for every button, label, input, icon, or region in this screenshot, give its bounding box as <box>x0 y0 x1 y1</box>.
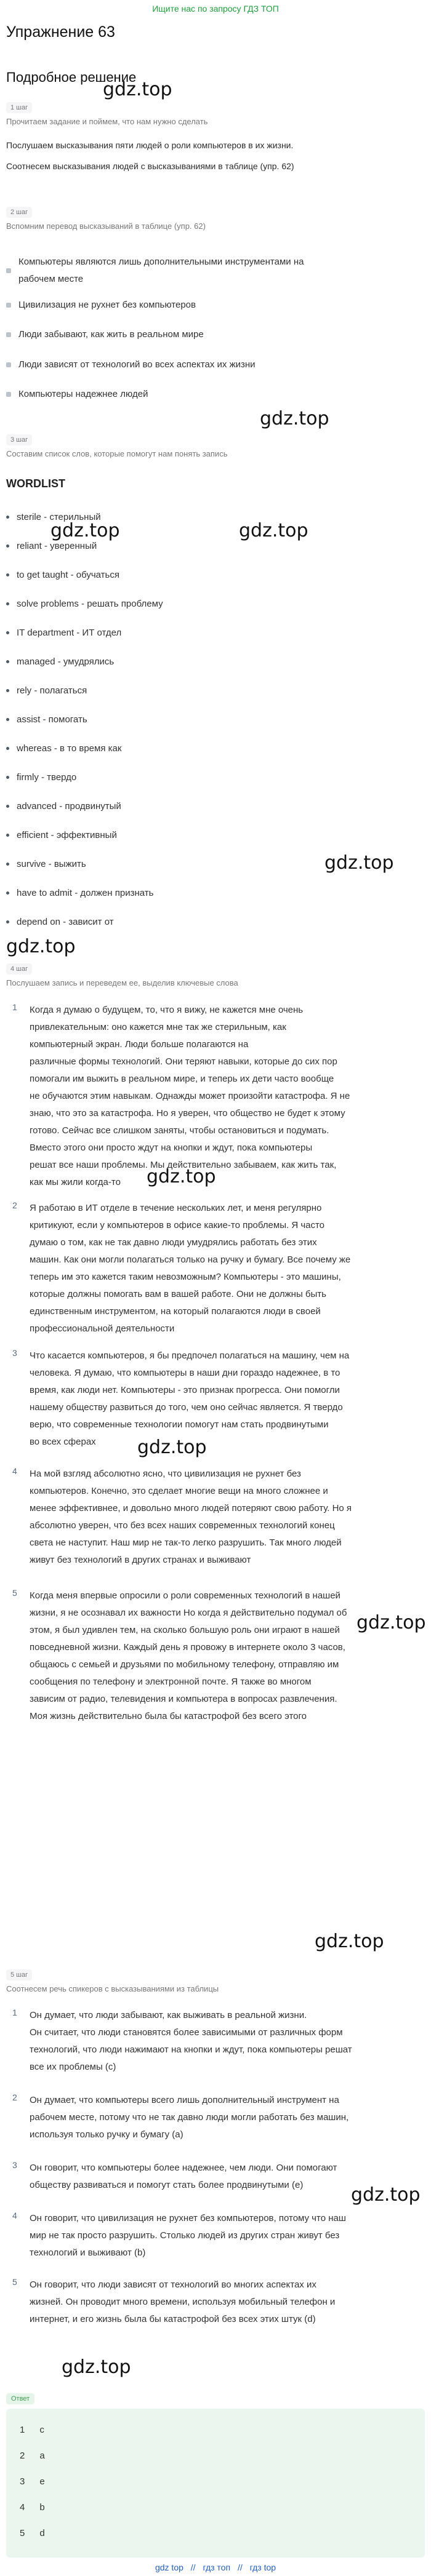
bullet-icon <box>6 689 9 692</box>
text-line: Он говорит, что компьютеры более надежнее, чем люди. Они помогают <box>30 2163 337 2173</box>
item-number: 5 <box>12 1588 17 1598</box>
bullet-icon <box>6 805 9 808</box>
text-line: менее эффективнее, и довольно много людей потеряют свою работу. Но я <box>30 1503 352 1513</box>
text-line: решат все наши проблемы. Мы действительно забываем, как жить так, <box>30 1160 337 1170</box>
step-3-header <box>6 434 227 458</box>
word-item <box>6 859 86 869</box>
text-line: Он думает, что компьютеры всего лишь дополнительный инструмент на <box>30 2095 339 2105</box>
watermark: gdz.top <box>6 936 76 957</box>
text-line: Он считает, что люди становятся более зависимыми от различных форм <box>30 2027 343 2038</box>
answer-number: 1 <box>20 2425 25 2435</box>
watermark: gdz.top <box>147 1166 216 1187</box>
answer-number: 5 <box>20 2528 25 2538</box>
text-line: как мы жили когда-то <box>30 1177 121 1187</box>
wordlist-title: WORDLIST <box>6 477 65 490</box>
step-badge: 4 шаг <box>6 963 32 975</box>
word-item <box>6 570 119 580</box>
answer-item <box>20 2502 45 2513</box>
square-bullet-icon <box>6 392 11 397</box>
list-item-text: Компьютеры надежнее людей <box>18 389 148 399</box>
footer-link[interactable]: гдз top <box>249 2562 276 2572</box>
match-item <box>12 2210 419 2262</box>
bullet-icon <box>6 544 9 548</box>
watermark: gdz.top <box>324 852 394 874</box>
answer-item <box>20 2450 45 2461</box>
answer-item <box>20 2528 45 2538</box>
answer-number: 4 <box>20 2502 25 2513</box>
text-line: Вместо этого они просто ждут на кнопки и ждут, пока компьютеры <box>30 1142 313 1153</box>
word-text: firmly - твердо <box>17 772 77 783</box>
match-text <box>30 2276 335 2328</box>
footer-links <box>0 2562 431 2572</box>
word-item <box>6 541 97 551</box>
item-number: 4 <box>12 2211 17 2220</box>
word-item <box>6 512 101 522</box>
word-text: reliant - уверенный <box>17 541 97 551</box>
item-number: 4 <box>12 1466 17 1476</box>
item-number: 1 <box>12 1002 17 1012</box>
step-4-header <box>6 963 238 987</box>
item-number: 2 <box>12 1200 17 1210</box>
word-item <box>6 772 76 783</box>
list-item-text: Люди забывают, как жить в реальном мире <box>18 329 204 340</box>
step-description: Составим список слов, которые помогут нам понять запись <box>6 449 228 458</box>
text-line: На мой взгляд абсолютно ясно, что цивилизация не рухнет без <box>30 1469 301 1479</box>
text-line: Что касается компьютеров, я бы предпочел полагаться на машину, чем на <box>30 1350 350 1361</box>
transcript-item <box>12 1002 419 1191</box>
square-bullet-icon <box>6 362 11 367</box>
text-line: компьютеров. Конечно, это сделает многие вещи на много сложнее и <box>30 1486 328 1496</box>
watermark: gdz.top <box>62 2356 131 2378</box>
step-description: Прочитаем задание и поймем, что нам нужно сделать <box>6 117 208 126</box>
word-text: rely - полагаться <box>17 685 87 696</box>
text-line: помогали им выжить в реальном мире, и теперь их дети часто вообще <box>30 1074 334 1084</box>
match-item <box>12 2159 419 2194</box>
text-line: сообщения по телефону и электронной почте. Я также во многом <box>30 1677 312 1687</box>
text-line: живут без технологий в других странах и выживают <box>30 1555 251 1565</box>
word-text: assist - помогать <box>17 714 87 725</box>
answer-item <box>20 2476 45 2487</box>
footer-separator: // <box>190 2562 196 2572</box>
step-description: Послушаем запись и переведем ее, выделив ключевые слова <box>6 978 238 987</box>
section-subtitle: Подробное решение <box>6 70 137 85</box>
step-description: Соотнесем речь спикеров с высказываниями из таблицы <box>6 1984 219 1993</box>
text-line: обществу развиваться и помогут стать более продвинутыми (е) <box>30 2180 304 2190</box>
text-line: во всех сферах <box>30 1437 96 1447</box>
watermark: gdz.top <box>356 1612 426 1633</box>
item-number: 3 <box>12 1348 17 1358</box>
text-line: общаюсь с семьей и друзьями по мобильному телефону, отправляю им <box>30 1659 339 1670</box>
word-item <box>6 599 163 609</box>
footer-link[interactable]: gdz top <box>155 2562 183 2572</box>
text-line: зависим от радио, телевидения и компьютера в вопросах развлечения. <box>30 1694 337 1704</box>
word-text: have to admit - должен признать <box>17 888 154 898</box>
match-item <box>12 2276 419 2328</box>
transcript-item <box>12 1465 419 1569</box>
word-text: advanced - продвинутый <box>17 801 121 811</box>
text-line: абсолютно уверен, что без всех наших современных технологий конец <box>30 1520 335 1531</box>
transcript-item <box>12 1347 419 1451</box>
item-number: 2 <box>12 2092 17 2102</box>
word-item <box>6 685 87 696</box>
word-text: whereas - в то время как <box>17 743 122 754</box>
watermark: gdz.top <box>260 408 329 429</box>
text-line: человека. Я думаю, что компьютеры в наши дни гораздо надежнее, в то <box>30 1368 340 1378</box>
item-number: 3 <box>12 2160 17 2170</box>
item-number: 5 <box>12 2277 17 2287</box>
match-text <box>30 2210 346 2262</box>
text-line: жизней. Он проводит много времени, используя мобильный телефон и <box>30 2297 336 2307</box>
text-line: машин. Как они могли полагаться только на ручку и бумагу. Все почему же <box>30 1254 351 1265</box>
bullet-icon <box>6 891 9 895</box>
step-description: Вспомним перевод высказываний в таблице (упр. 62) <box>6 221 206 231</box>
text-line: жизни, я не осознавал их важности Но когда я действительно подумал об <box>30 1608 347 1618</box>
list-item-text: Компьютеры являются лишь дополнительными инструментами на рабочем месте <box>18 257 304 284</box>
text-line: привлекательным: оно кажется мне так же стерильным, как <box>30 1022 286 1032</box>
list-item <box>6 253 339 288</box>
match-text <box>30 2007 352 2076</box>
answer-number: 2 <box>20 2450 25 2461</box>
text-line: которые должны помогать вам в вашей работе. Они не должны быть <box>30 1289 326 1299</box>
bullet-icon <box>6 776 9 779</box>
text-line: мир не так просто разрушить. Столько людей из других стран живут без <box>30 2230 340 2241</box>
answer-letter: a <box>39 2450 45 2461</box>
word-item <box>6 714 87 725</box>
text-line: интернет, и его жизнь была бы катастрофой без всех этих штук (d) <box>30 2314 316 2324</box>
word-text: managed - умудрялись <box>17 656 115 667</box>
text-line: нашему обществу развиться до того, чем оно сейчас является. Я твердо <box>30 1402 343 1413</box>
match-text <box>30 2159 337 2194</box>
answer-number: 3 <box>20 2476 25 2487</box>
watermark: gdz.top <box>103 79 172 100</box>
text-line: профессиональной деятельности <box>30 1323 175 1334</box>
list-item <box>6 300 196 310</box>
bullet-icon <box>6 516 9 519</box>
answer-item <box>20 2425 44 2435</box>
transcript-text <box>30 1200 350 1338</box>
transcript-item <box>12 1587 419 1725</box>
text-line: Я работаю в ИТ отделе в течение нескольких лет, и меня регулярно <box>30 1203 322 1213</box>
word-text: depend on - зависит от <box>17 917 114 927</box>
text-line: Когда меня впервые опросили о роли современных технологий в нашей <box>30 1590 340 1601</box>
bullet-icon <box>6 631 9 634</box>
step-1-paragraph: Соотнесем высказывания людей с высказываниями в таблице (упр. 62) <box>6 161 294 171</box>
text-line: готово. Сейчас все слишком заняты, чтобы остановиться и подумать. <box>30 1125 329 1136</box>
step-badge: 1 шаг <box>6 102 32 113</box>
word-text: to get taught - обучаться <box>17 570 119 580</box>
word-text: sterile - стерильный <box>17 512 101 522</box>
text-line: время, как люди нет. Компьютеры - это признак прогресса. Они помогли <box>30 1385 340 1395</box>
word-text: efficient - эффективный <box>17 830 117 840</box>
text-line: критикуют, если у компьютеров в офисе какие-то проблемы. Я часто <box>30 1220 325 1230</box>
text-line: знаю, что это за катастрофа. Но я уверен, что общество не будет к этому <box>30 1108 345 1119</box>
square-bullet-icon <box>6 303 11 308</box>
word-item <box>6 656 114 667</box>
match-item <box>12 2007 419 2076</box>
answer-badge: Ответ <box>6 2393 34 2404</box>
item-number: 1 <box>12 2008 17 2017</box>
list-item-text: Цивилизация не рухнет без компьютеров <box>18 300 196 310</box>
step-1-paragraph: Послушаем высказывания пяти людей о роли компьютеров в их жизни. <box>6 140 294 150</box>
word-text: solve problems - решать проблему <box>17 599 163 609</box>
bullet-icon <box>6 660 9 663</box>
search-hint-link[interactable]: Ищите нас по запросу ГДЗ ТОП <box>152 4 279 14</box>
match-text <box>30 2092 348 2143</box>
match-item <box>12 2092 419 2143</box>
text-line: все их проблемы (c) <box>30 2062 116 2072</box>
square-bullet-icon <box>6 268 11 273</box>
bullet-icon <box>6 834 9 837</box>
word-item <box>6 888 153 898</box>
bullet-icon <box>6 718 9 721</box>
text-line: Моя жизнь действительно была бы катастрофой без всего этого <box>30 1711 307 1721</box>
answer-letter: c <box>39 2425 44 2435</box>
word-item <box>6 743 121 754</box>
list-item <box>6 359 256 370</box>
word-text: survive - выжить <box>17 859 86 869</box>
bullet-icon <box>6 602 9 605</box>
watermark: gdz.top <box>351 2184 421 2206</box>
text-line: верю, что современные технологии помогут нам стать продвинутыми <box>30 1419 329 1430</box>
step-badge: 3 шаг <box>6 434 32 445</box>
text-line: используя только ручку и бумагу (а) <box>30 2129 183 2140</box>
answer-box <box>6 2409 425 2558</box>
footer-separator: // <box>237 2562 243 2572</box>
bullet-icon <box>6 573 9 576</box>
text-line: Когда я думаю о будущем, то, что я вижу, не кажется мне очень <box>30 1005 304 1015</box>
text-line: различные формы технологий. Они теряют навыки, которые до сих пор <box>30 1056 337 1067</box>
watermark: gdz.top <box>50 520 120 541</box>
text-line: этом, я был удивлен тем, на сколько большую роль они играют в нашей <box>30 1625 340 1635</box>
transcript-text <box>30 1002 350 1191</box>
square-bullet-icon <box>6 332 11 337</box>
transcript-item <box>12 1200 419 1338</box>
text-line: единственным инструментом, на который полагаются люди в своей <box>30 1306 321 1317</box>
list-item-text: Люди зависят от технологий во всех аспектах их жизни <box>18 359 256 370</box>
word-text: IT department - ИТ отдел <box>17 628 122 638</box>
watermark: gdz.top <box>239 520 308 541</box>
answer-letter: b <box>39 2502 45 2513</box>
text-line: теперь им это кажется таким невозможным? Компьютеры - это машины, <box>30 1272 341 1282</box>
step-5-header <box>6 1969 219 1993</box>
transcript-text <box>30 1347 349 1451</box>
watermark: gdz.top <box>137 1437 207 1458</box>
transcript-text <box>30 1587 347 1725</box>
step-badge: 5 шаг <box>6 1969 32 1980</box>
transcript-text <box>30 1465 352 1569</box>
word-item <box>6 917 114 927</box>
word-item <box>6 801 121 811</box>
text-line: повседневной жизни. Каждый день я провожу в интернете около 3 часов, <box>30 1642 345 1653</box>
text-line: света не наступит. Наш мир не так-то легко разрушить. Так много людей <box>30 1537 342 1548</box>
word-item <box>6 830 117 840</box>
watermark: gdz.top <box>315 1931 384 1952</box>
text-line: не обучаются этим навыкам. Однажды может произойти катастрофа. Я не <box>30 1091 350 1101</box>
bullet-icon <box>6 747 9 750</box>
footer-link[interactable]: гдз топ <box>203 2562 231 2572</box>
text-line: Он думает, что люди забывают, как выживать в реальной жизни. <box>30 2010 307 2020</box>
bullet-icon <box>6 863 9 866</box>
step-badge: 2 шаг <box>6 207 32 218</box>
text-line: Он говорит, что цивилизация не рухнет без компьютеров, потому что наш <box>30 2213 346 2223</box>
list-item <box>6 329 204 340</box>
text-line: думаю о том, как не так давно люди умудрялись работать без этих <box>30 1237 317 1248</box>
step-1-header <box>6 102 207 126</box>
answer-letter: e <box>39 2476 45 2487</box>
answer-letter: d <box>39 2528 45 2538</box>
bullet-icon <box>6 920 9 923</box>
word-item <box>6 628 121 638</box>
text-line: технологий, что люди нажимают на кнопки и ждут, пока компьютеры решат <box>30 2044 352 2055</box>
text-line: рабочем месте, потому что не так давно люди могли работать без машин, <box>30 2112 349 2123</box>
text-line: технологий и выживают (b) <box>30 2247 146 2258</box>
text-line: Он говорит, что люди зависят от технологий во многих аспектах их <box>30 2279 316 2290</box>
page-title: Упражнение 63 <box>6 23 115 41</box>
text-line: компьютерный экран. Люди больше полагаются на <box>30 1039 249 1050</box>
list-item <box>6 389 148 399</box>
step-2-header <box>6 206 206 231</box>
